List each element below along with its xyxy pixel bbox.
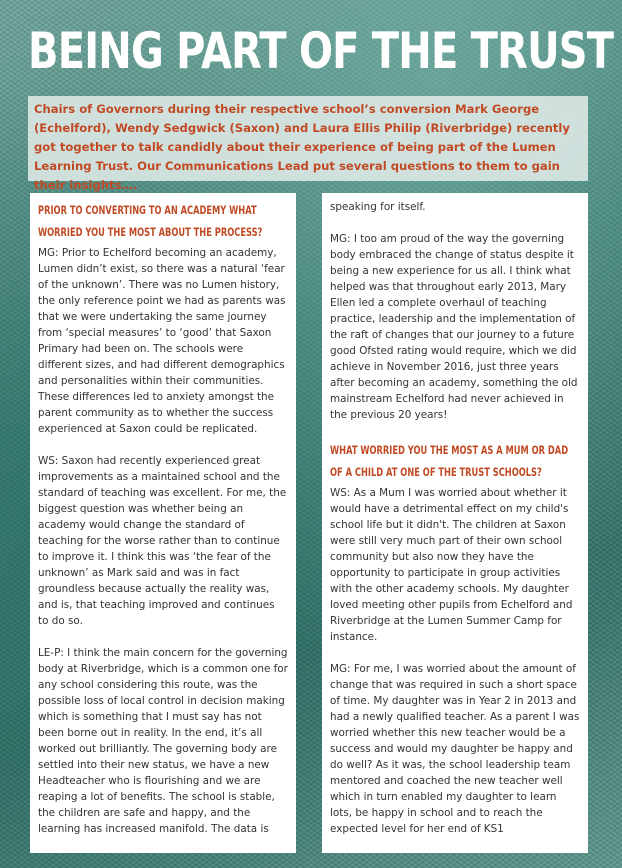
continued-paragraph: speaking for itself. xyxy=(330,201,426,213)
answer-paragraph: WS: As a Mum I was worried about whether it would have a detrimental effect on my child's school life but it didn't. The children at Saxon were still very much part of their own school community but also now they have the opportunity to participate in group activities with the other academy schools. My daughter loved meeting other pupils from Echelford and Riverbridge at the Lumen Summer Camp for instance. xyxy=(330,487,573,643)
answer-paragraph: MG: Prior to Echelford becoming an academy, Lumen didn’t exist, so there was a natural ‘fear of the unknown’. There was no Lumen history, the only reference point we had as parents was that we were undertaking the same journey from ‘special measures’ to ‘good’ that Saxon Primary had been on. The schools were different sizes, and had different demographics and personalities within their communities. These differences led to anxiety amongst the parent community as to whether the success experienced at Saxon could be replicated. xyxy=(38,247,286,435)
left-column xyxy=(30,193,296,853)
answer-paragraph: WS: Saxon had recently experienced great improvements as a maintained school and the standard of teaching was excellent. For me, the biggest question was whether being an academy would change the standard of teaching for the worse rather than to continue to improve it. I think this was ‘the fear of the unknown’ as Mark said and was in fact groundless because actually the reality was, and is, that teaching improved and continues to do so. xyxy=(38,455,287,627)
intro-text: Chairs of Governors during their respective school’s conversion Mark George (Echelford), Wendy Sedgwick (Saxon) and Laura Ellis Philip (Riverbridge) recently got together to talk candidly about their experience of being part of the Lumen Learning Trust. Our Communications Lead put several questions to them to gain their insights…. xyxy=(28,96,588,181)
answer-paragraph: MG: For me, I was worried about the amount of change that was required in such a short space of time. My daughter was in Year 2 in 2013 and had a newly qualified teacher. As a parent I was worried whether this new teacher would be a success and would my daughter be happy and do well? As it was, the school leadership team mentored and coached the new teacher well which in turn enabled my daughter to learn lots, be happy in school and to reach the expected level for her end of KS1 xyxy=(330,663,580,835)
page-title: BEING PART OF THE TRUST xyxy=(28,22,614,80)
question-heading-1: PRIOR TO CONVERTING TO AN ACADEMY WHAT WORRIED YOU THE MOST ABOUT THE PROCESS? xyxy=(38,203,263,239)
answer-paragraph: MG: I too am proud of the way the governing body embraced the change of status despite it being a new experience for us all. I think what helped was that throughout early 2013, Mary Ellen led a complete overhaul of teaching practice, leadership and the implementation of the raft of changes that our journey to a future good Ofsted rating would require, which we did achieve in November 2016, just three years after becoming an academy, something the old mainstream Echelford had never achieved in the previous 20 years! xyxy=(330,233,578,421)
right-column xyxy=(322,193,588,853)
answer-paragraph: LE-P: I think the main concern for the governing body at Riverbridge, which is a common one for any school considering this route, was the possible loss of local control in decision making which is something that I must say has not been borne out in reality. In the end, it’s all worked out brilliantly. The governing body are settled into their new status, we have a new Headteacher who is flourishing and we are reaping a lot of benefits. The school is stable, the children are safe and happy, and the learning has increased manifold. The data is xyxy=(38,647,288,835)
question-heading-2: WHAT WORRIED YOU THE MOST AS A MUM OR DAD OF A CHILD AT ONE OF THE TRUST SCHOOLS? xyxy=(330,443,569,479)
